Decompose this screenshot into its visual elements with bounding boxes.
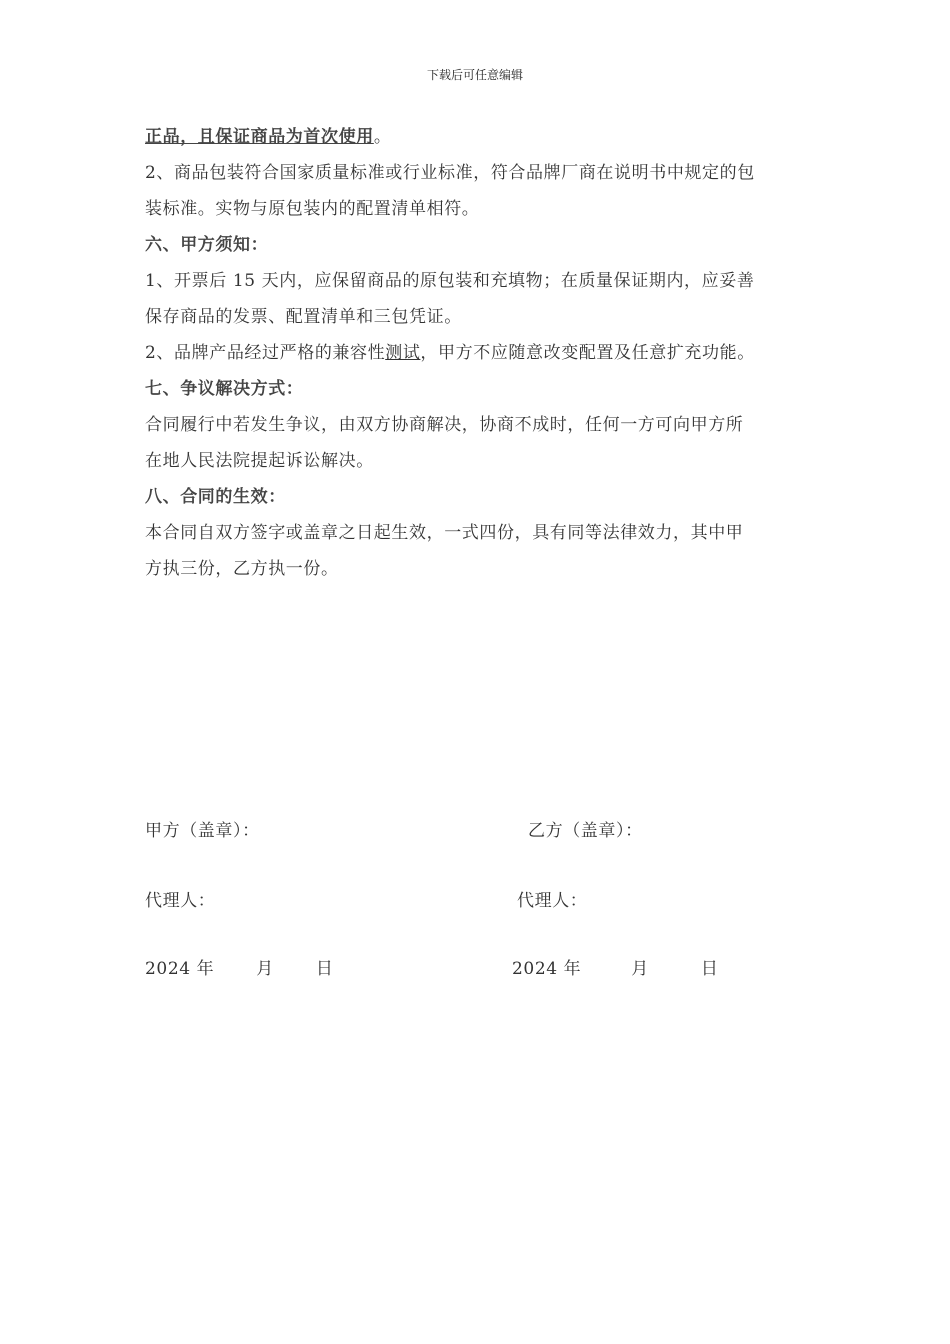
date-month: 月 [256,959,274,979]
date-day: 日 [315,959,334,979]
party-b-date [512,954,719,979]
text-fragment: 2、品牌产品经过严格的兼容性 [145,343,386,363]
date-month: 月 [631,959,649,979]
party-a-seal-label: 甲方（盖章）： [145,821,260,841]
paragraph-line: 1、开票后 15 天内，应保留商品的原包装和充填物；在质量保证期内，应妥善 [145,271,755,291]
paragraph-line: 方执三份，乙方执一份。 [145,559,339,579]
paragraph-line: 2、商品包装符合国家质量标准或行业标准，符合品牌厂商在说明书中规定的包 [145,163,755,183]
party-a-agent-label: 代理人： [145,891,216,911]
paragraph-line [145,340,810,367]
emphasized-text: 正品，且保证商品为首次使用 [145,127,374,147]
paragraph-line [145,124,810,151]
text-fragment: 。 [373,127,392,147]
party-b-seal-label: 乙方（盖章）： [528,821,643,841]
underlined-text: 测试 [385,343,421,363]
party-b-agent-label: 代理人： [517,891,588,911]
section-heading-6: 六、甲方须知： [145,235,269,255]
paragraph-line: 保存商品的发票、配置清单和三包凭证。 [145,307,462,327]
date-year: 2024 年 [512,959,582,979]
section-heading-7: 七、争议解决方式： [145,379,304,399]
page-header-note: 下载后可任意编辑 [426,68,523,82]
contract-body [145,124,810,583]
date-year: 2024 年 [145,959,215,979]
date-day: 日 [700,959,719,979]
paragraph-line: 在地人民法院提起诉讼解决。 [145,451,374,471]
text-fragment: ，甲方不应随意改变配置及任意扩充功能。 [420,343,755,363]
paragraph-line: 合同履行中若发生争议，由双方协商解决，协商不成时，任何一方可向甲方所 [145,415,744,435]
party-a-date [145,954,334,979]
paragraph-line: 装标准。实物与原包装内的配置清单相符。 [145,199,480,219]
section-heading-8: 八、合同的生效： [145,487,286,507]
paragraph-line: 本合同自双方签字或盖章之日起生效，一式四份，具有同等法律效力，其中甲 [145,523,744,543]
